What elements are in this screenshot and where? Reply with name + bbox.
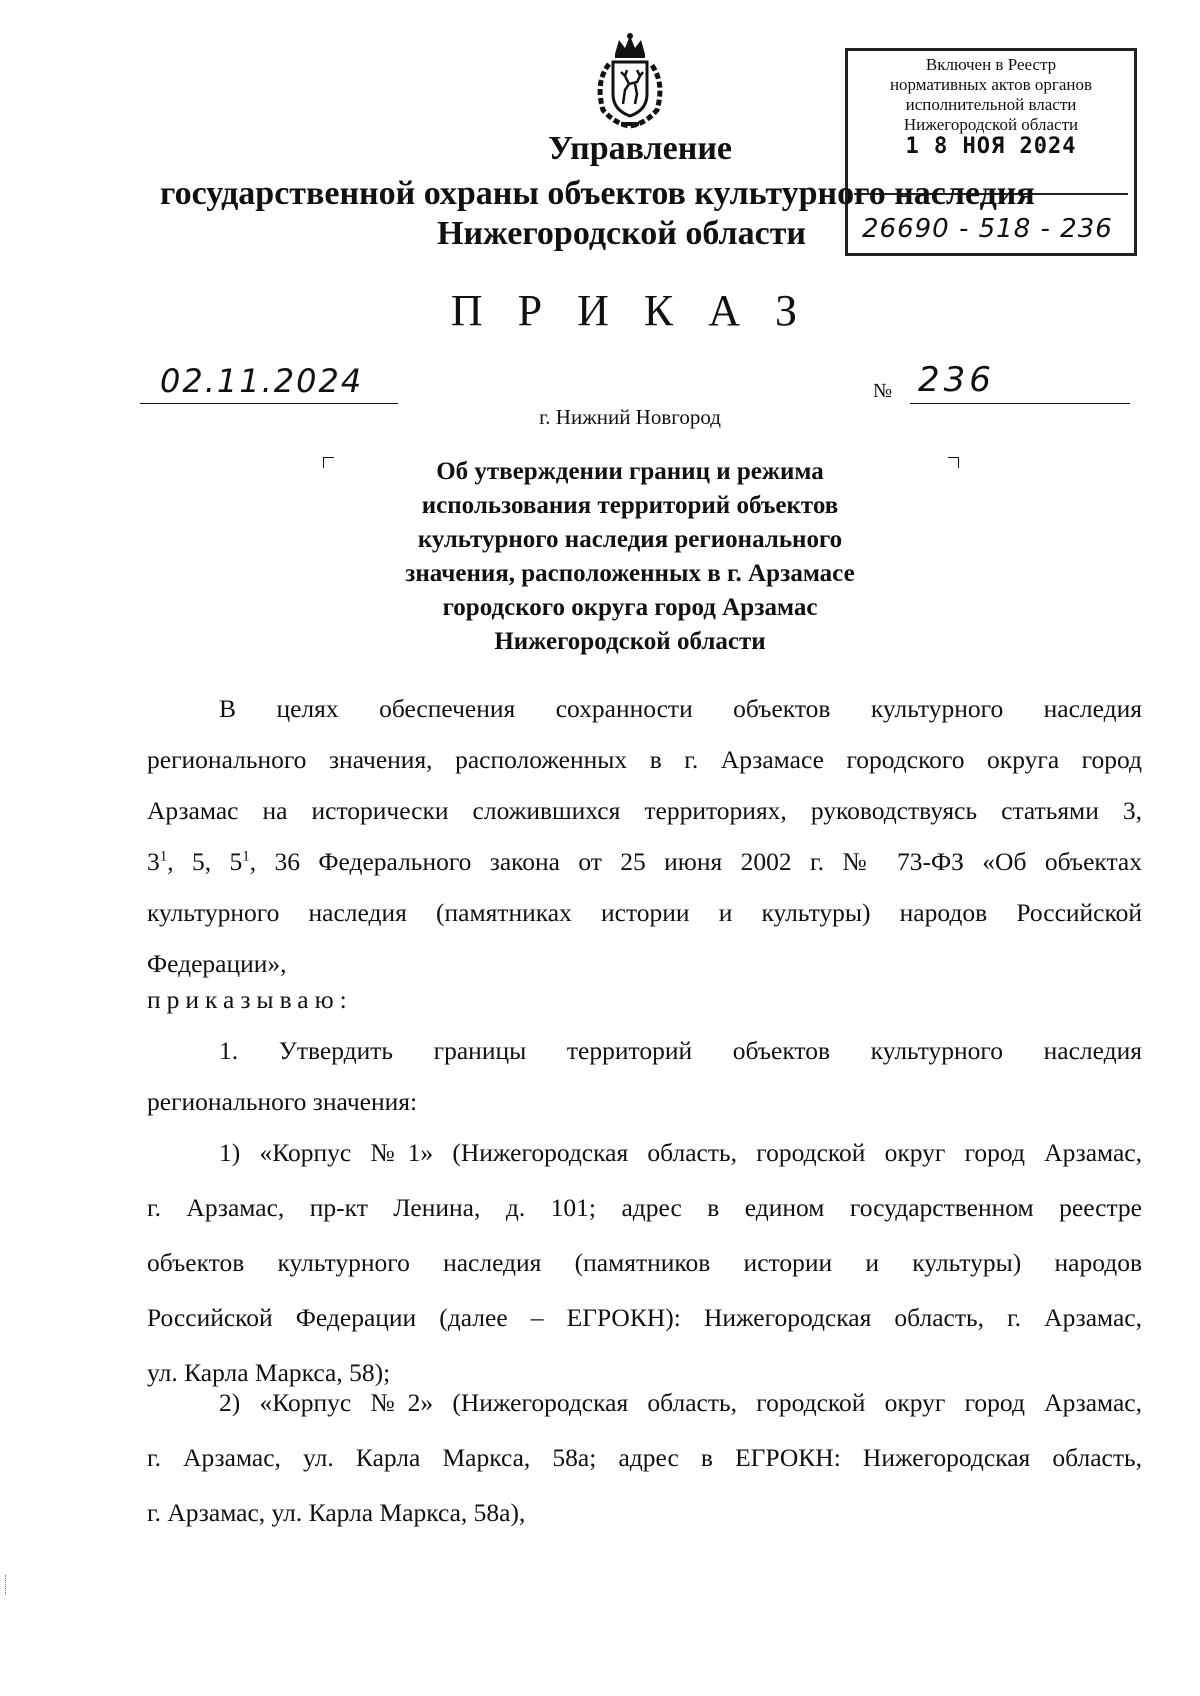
stamp-line: Нижегородской области [903, 115, 1079, 134]
stamp-registration-number: 26690 - 518 - 236 [862, 214, 1113, 244]
subject-line: значения, расположенных в г. Арзамасе [405, 560, 855, 587]
item-1 [147, 1025, 1142, 1127]
text-line: г. Арзамас, пр-кт Ленина, д. 101; адрес в едином государственном реестре [147, 1193, 1142, 1222]
text-line: Арзамас на исторически сложившихся территориях, руководствуясь статьями 3, [147, 796, 1142, 825]
text-fragment: 3 [147, 847, 160, 876]
superscript: 1 [159, 848, 168, 865]
text-line: культурного наследия (памятниках истории и культуры) народов Российской [147, 898, 1142, 927]
coat-of-arms-icon [585, 32, 675, 132]
date-underline [140, 403, 398, 404]
city-line: г. Нижний Новгород [539, 405, 721, 429]
text-line: ул. Карла Маркса, 58); [147, 1358, 391, 1387]
order-word: приказываю: [147, 985, 353, 1014]
text-line: 1. Утвердить границы территорий объектов культурного наследия [219, 1036, 1142, 1065]
agency-title-line1: Управление [547, 130, 732, 167]
scan-margin-mark [5, 1575, 8, 1595]
order-number: 236 [918, 360, 995, 400]
text-line: регионального значения, расположенных в г. Арзамасе городского округа город [147, 745, 1142, 774]
subject-line: Об утверждении границ и режима [436, 458, 824, 485]
text-line: объектов культурного наследия (памятников истории и культуры) народов [147, 1248, 1142, 1277]
text-line: 1) «Корпус №1» (Нижегородская область, городской округ город Арзамас, [219, 1138, 1142, 1167]
stamp-line: нормативных актов органов [889, 75, 1093, 94]
subject-line: Нижегородской области [494, 628, 766, 655]
text-line: 2) «Корпус №2» (Нижегородская область, городской округ город Арзамас, [219, 1388, 1142, 1417]
agency-title-line2: государственной охраны объектов культурного наследия [160, 175, 1035, 212]
stamp-date: 1 8 НОЯ 2024 [905, 134, 1077, 159]
text-line: Российской Федерации (далее – ЕГРОКН): Нижегородская область, г. Арзамас, [147, 1303, 1142, 1332]
agency-title-line3: Нижегородской области [437, 215, 806, 252]
text-fragment: , 36 Федерального закона от 25 июня 2002 г. № 73-ФЗ «Об объектах [249, 847, 1142, 876]
stamp-line: Включен в Реестр [925, 55, 1057, 74]
number-label: № [873, 380, 893, 402]
text-line: регионального значения: [147, 1087, 418, 1116]
text-line: Федерации», [147, 949, 287, 978]
number-underline [910, 403, 1130, 404]
subject-line: городского округа город Арзамас [442, 594, 818, 621]
subject-line: использования территорий объектов [421, 492, 839, 519]
superscript: 1 [242, 848, 250, 865]
item-1-2 [147, 1375, 1142, 1540]
text-line [147, 836, 1142, 887]
text-fragment: , 5, 5 [167, 847, 243, 876]
item-1-1 [147, 1125, 1142, 1400]
preamble-paragraph [147, 683, 1142, 989]
text-line: г. Арзамас, ул. Карла Маркса, 58а), [147, 1498, 526, 1527]
subject-line: культурного наследия регионального [417, 526, 843, 553]
document-type-heading: П Р И К А З [450, 286, 810, 335]
text-line: г. Арзамас, ул. Карла Маркса, 58а; адрес в ЕГРОКН: Нижегородская область, [147, 1443, 1142, 1472]
order-date: 02.11.2024 [160, 362, 364, 400]
text-line: В целях обеспечения сохранности объектов культурного наследия [219, 694, 1142, 723]
stamp-line: исполнительной власти [905, 95, 1077, 114]
order-subject [300, 455, 960, 659]
